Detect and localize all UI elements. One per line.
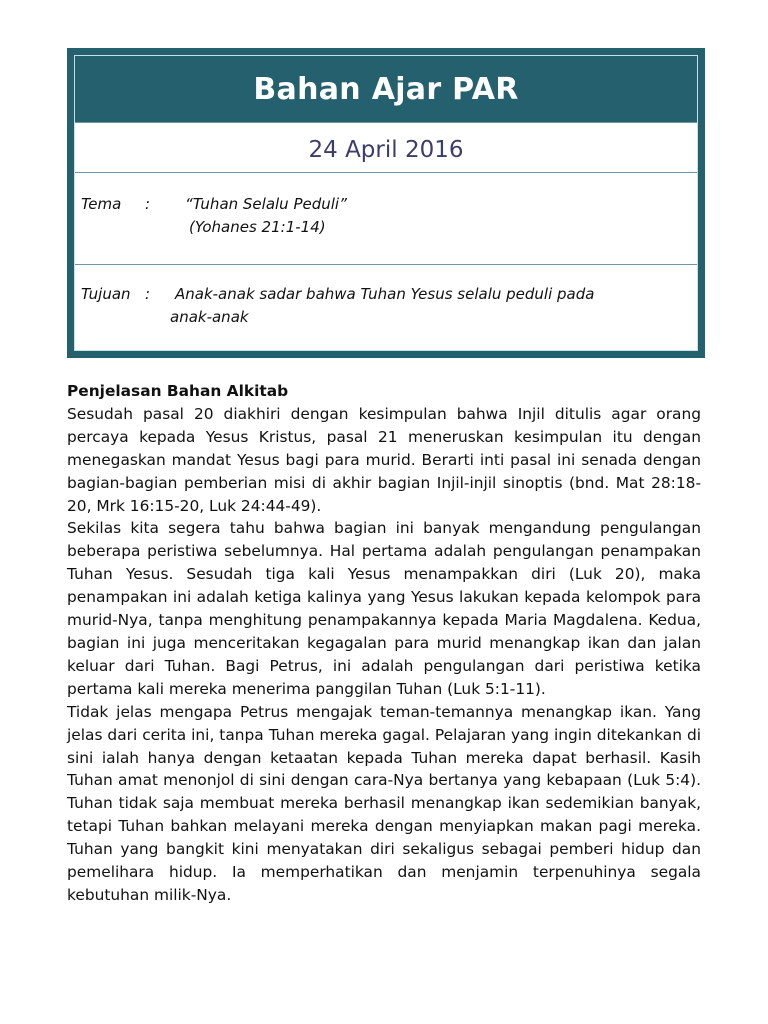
header-frame [67, 48, 705, 358]
tema-label: Tema [81, 195, 122, 213]
tema-value-line2: (Yohanes 21:1-14) [189, 218, 326, 236]
page-title: Bahan Ajar PAR [253, 71, 519, 107]
tujuan-value-line2: anak-anak [170, 308, 249, 326]
section-heading: Penjelasan Bahan Alkitab [67, 382, 289, 400]
lesson-date: 24 April 2016 [308, 136, 464, 163]
paragraph: Sesudah pasal 20 diakhiri dengan kesimpulan bahwa Injil ditulis agar orang percaya kepada Yesus Kristus, pasal 21 meneruskan kesimpulan itu dengan menegaskan mandat Yesus bagi para murid. Berarti inti pasal ini senada dengan bagian-bagian pemberian misi di akhir bagian Injil-injil sinoptis (bnd. Mat 28:18-20, Mrk 16:15-20, Luk 24:44-49). [67, 404, 701, 515]
lesson-body [67, 380, 701, 907]
tujuan-label: Tujuan [81, 285, 131, 303]
tujuan-separator: : [145, 285, 151, 303]
header-frame-inner [74, 55, 698, 351]
tema-value-line1: “Tuhan Selalu Peduli” [185, 195, 347, 213]
paragraph: Sekilas kita segera tahu bahwa bagian ini banyak mengandung pengulangan beberapa peristiwa sebelumnya. Hal pertama adalah pengulangan penampakan Tuhan Yesus. Sesudah tiga kali Yesus menampakkan diri (Luk 20), maka penampakan ini adalah ketiga kalinya yang Yesus lakukan kepada kelompok para murid-Nya, tanpa menghitung penampakannya kepada Maria Magdalena. Kedua, bagian ini juga menceritakan kegagalan para murid menangkap ikan dan jalan keluar dari Tuhan. Bagi Petrus, ini adalah pengulangan dari peristiwa ketika pertama kali mereka menerima panggilan Tuhan (Luk 5:1-11). [67, 519, 701, 698]
date-row [75, 122, 697, 172]
tema-separator: : [145, 195, 151, 213]
tujuan-row [75, 264, 697, 350]
tujuan-value-line1: Anak-anak sadar bahwa Tuhan Yesus selalu peduli pada [175, 285, 595, 303]
title-bar [75, 56, 697, 122]
paragraph: Tidak jelas mengapa Petrus mengajak teman-temannya menangkap ikan. Yang jelas dari cerita ini, tanpa Tuhan mereka gagal. Pelajaran yang ingin ditekankan di sini ialah hanya dengan ketaatan kepada Tuhan mereka dapat berhasil. Kasih Tuhan amat menonjol di sini dengan cara-Nya bertanya yang kebapaan (Luk 5:4). Tuhan tidak saja membuat mereka berhasil menangkap ikan sedemikian banyak, tetapi Tuhan bahkan melayani mereka dengan menyiapkan makan pagi mereka. Tuhan yang bangkit kini menyatakan diri sekaligus sebagai pemberi hidup dan pemelihara hidup. Ia memperhatikan dan menjamin terpenuhinya segala kebutuhan milik-Nya. [67, 702, 701, 904]
tema-row [75, 172, 697, 264]
